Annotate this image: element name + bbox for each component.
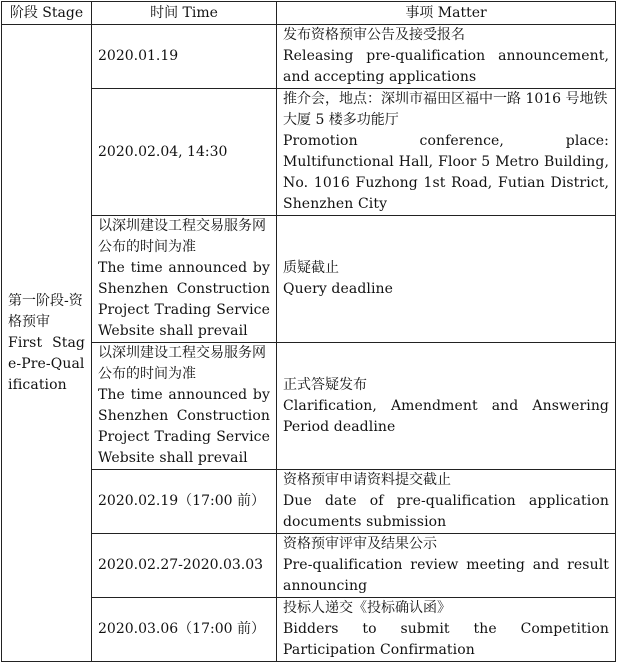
matter-zh: 推介会，地点：深圳市福田区福中一路 1016 号地铁大厦 5 楼多功能厅: [283, 91, 608, 128]
matter-cell: [277, 89, 616, 216]
stage-zh: 第一阶段-资格预审: [8, 292, 83, 330]
time-cell: [92, 89, 277, 216]
matter-cell: [277, 343, 616, 470]
time-text: 2020.01.19: [98, 48, 179, 64]
time-zh: 以深圳建设工程交易服务网公布的时间为准: [98, 345, 266, 382]
matter-zh: 质疑截止: [283, 260, 339, 276]
time-cell: [92, 598, 277, 662]
matter-zh: 资格预审评审及结果公示: [283, 536, 437, 552]
time-cell: [92, 470, 277, 534]
matter-en: Pre-qualification review meeting and result announcing: [283, 557, 609, 594]
matter-zh: 资格预审申请资料提交截止: [283, 472, 451, 488]
header-time: 时间 Time: [92, 2, 277, 25]
matter-en: Promotion conference, place: Multifunctional Hall, Floor 5 Metro Building, No. 1016 Fuzhong 1st Road, Futian District, Shenzhen City: [283, 133, 609, 212]
table-row: [2, 89, 616, 216]
matter-zh: 发布资格预审公告及接受报名: [283, 27, 465, 43]
table-row: [2, 343, 616, 470]
time-en: The time announced by Shenzhen Construction Project Trading Service Website shall prevail: [98, 260, 270, 339]
matter-zh: 正式答疑发布: [283, 376, 367, 393]
stage-cell: [2, 25, 92, 662]
matter-en: Due date of pre-qualification application documents submission: [283, 493, 609, 530]
header-matter: 事项 Matter: [277, 2, 616, 25]
table-row: [2, 25, 616, 89]
table-row: [2, 534, 616, 598]
matter-zh: 投标人递交《投标确认函》: [283, 600, 451, 616]
time-en: The time announced by Shenzhen Construction Project Trading Service Website shall prevail: [98, 387, 270, 466]
matter-cell: [277, 216, 616, 343]
matter-cell: [277, 25, 616, 89]
table-row: [2, 470, 616, 534]
time-cell: [92, 216, 277, 343]
matter-cell: [277, 534, 616, 598]
matter-en: Clarification, Amendment and Answering Period deadline: [283, 397, 609, 435]
header-row: [2, 2, 616, 25]
table-row: [2, 598, 616, 662]
time-cell: [92, 343, 277, 470]
table-row: [2, 216, 616, 343]
schedule-table: [1, 1, 616, 662]
header-stage: 阶段 Stage: [2, 2, 92, 25]
time-text: 2020.03.06（17:00 前）: [98, 621, 265, 637]
time-cell: [92, 534, 277, 598]
time-cell: [92, 25, 277, 89]
matter-en: Releasing pre-qualification announcement, and accepting applications: [283, 48, 609, 85]
time-zh: 以深圳建设工程交易服务网公布的时间为准: [98, 218, 266, 255]
matter-en: Query deadline: [283, 281, 394, 297]
time-text: 2020.02.19（17:00 前）: [98, 493, 265, 509]
time-text: 2020.02.27-2020.03.03: [98, 557, 264, 573]
matter-cell: [277, 598, 616, 662]
matter-en: Bidders to submit the Competition Participation Confirmation: [283, 621, 609, 658]
matter-cell: [277, 470, 616, 534]
stage-en: First Stage-Pre-Qualification: [8, 334, 85, 393]
time-text: 2020.02.04, 14:30: [98, 143, 228, 160]
